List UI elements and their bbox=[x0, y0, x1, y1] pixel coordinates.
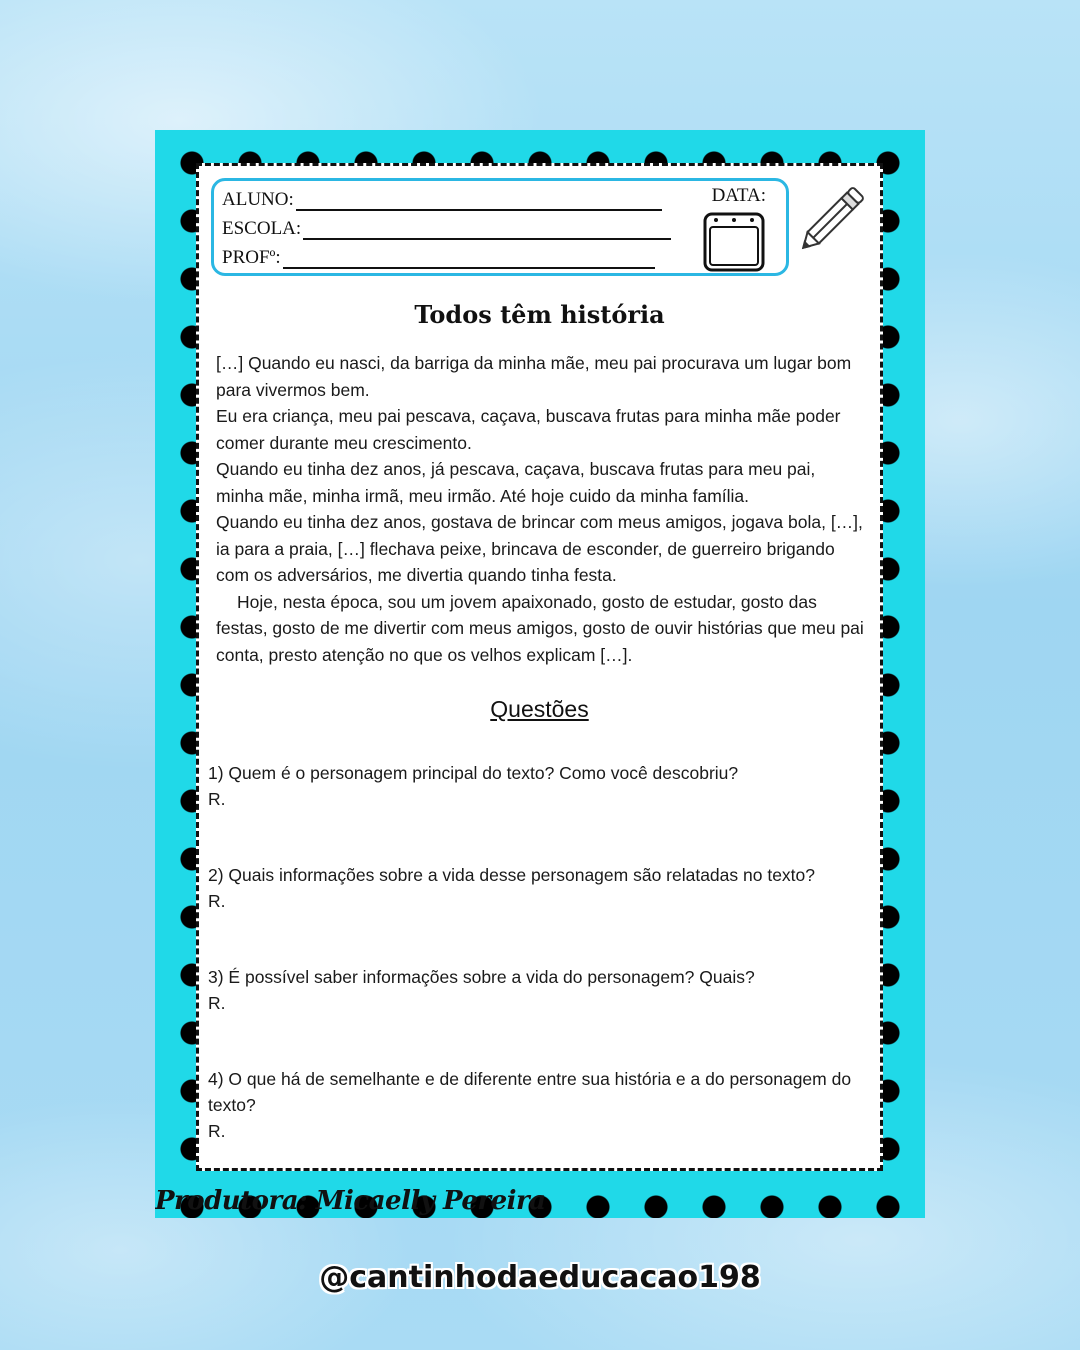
story-paragraph: Quando eu tinha dez anos, já pescava, caçava, buscava frutas para meu pai, minha mãe, minha irmã, meu irmão. Até hoje cuido da minha família. bbox=[216, 459, 816, 506]
story-text bbox=[216, 350, 866, 668]
question-text: 2) Quais informações sobre a vida desse personagem são relatadas no texto? bbox=[208, 865, 816, 885]
data-label: DATA: bbox=[711, 185, 766, 206]
aluno-line bbox=[296, 195, 662, 211]
aluno-label: ALUNO: bbox=[222, 189, 294, 210]
escola-field bbox=[222, 218, 671, 240]
escola-label: ESCOLA: bbox=[222, 218, 302, 239]
prof-field bbox=[222, 247, 655, 269]
worksheet-page bbox=[196, 163, 883, 1171]
questions-title: Questões bbox=[490, 696, 589, 722]
student-info-box bbox=[211, 178, 789, 276]
calendar-icon bbox=[702, 211, 766, 278]
story-paragraph: […] Quando eu nasci, da barriga da minha mãe, meu pai procurava um lugar bom para vivermos bem. bbox=[216, 353, 852, 400]
instagram-handle: @cantinhodaeducacao198 bbox=[319, 1260, 761, 1295]
escola-line bbox=[303, 224, 671, 240]
story-paragraph: Quando eu tinha dez anos, gostava de brincar com meus amigos, jogava bola, […], ia para a praia, […] flechava peixe, brincava de esconder, de guerreiro brigando com os adversários, me divertia quando tinha festa. bbox=[216, 512, 863, 585]
answer-label: R. bbox=[208, 993, 226, 1013]
pencil-icon bbox=[791, 176, 875, 265]
author-signature: Produtora: Micaelly Pereira bbox=[155, 1186, 546, 1216]
story-paragraph: Hoje, nesta época, sou um jovem apaixonado, gosto de estudar, gosto das festas, gosto de me divertir com meus amigos, gosto de ouvir histórias que meu pai conta, presto atenção no que os velhos explicam […]. bbox=[216, 591, 864, 665]
question-text: 1) Quem é o personagem principal do texto? Como você descobriu? bbox=[208, 763, 739, 783]
text-title: Todos têm história bbox=[414, 300, 665, 329]
worksheet bbox=[155, 130, 925, 1218]
question-3 bbox=[208, 964, 880, 1016]
question-4 bbox=[208, 1066, 880, 1144]
question-2 bbox=[208, 862, 880, 914]
answer-label: R. bbox=[208, 891, 226, 911]
answer-label: R. bbox=[208, 789, 226, 809]
aluno-field bbox=[222, 189, 662, 211]
prof-line bbox=[283, 253, 655, 269]
answer-label: R. bbox=[208, 1121, 226, 1141]
question-1 bbox=[208, 760, 880, 812]
story-paragraph: Eu era criança, meu pai pescava, caçava, buscava frutas para minha mãe poder comer durante meu crescimento. bbox=[216, 406, 841, 453]
prof-label: PROFº: bbox=[222, 247, 281, 268]
question-text: 4) O que há de semelhante e de diferente entre sua história e a do personagem do texto? bbox=[208, 1069, 852, 1115]
question-text: 3) É possível saber informações sobre a vida do personagem? Quais? bbox=[208, 967, 755, 987]
